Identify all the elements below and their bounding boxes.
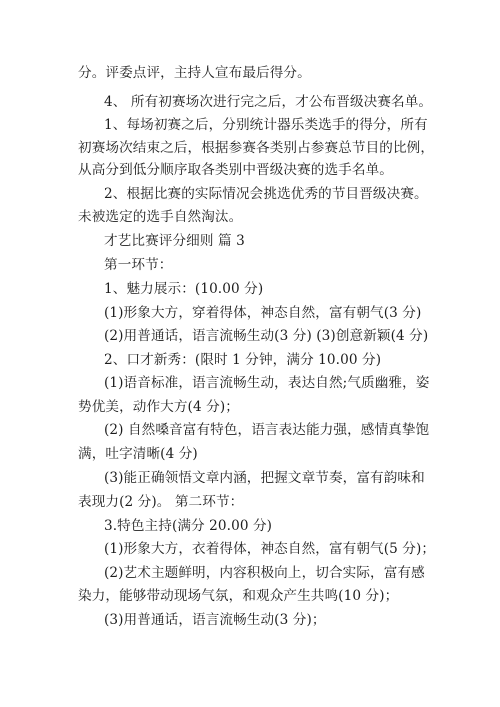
text-line: 第一环节： bbox=[104, 257, 173, 273]
text-line: 分。评委点评，主持人宣布最后得分。 bbox=[78, 65, 311, 81]
text-line: 3.特色主持(满分 20.00 分) bbox=[104, 518, 273, 534]
text-line: 满，吐字清晰(4 分) bbox=[78, 446, 198, 462]
text-line: 初赛场次结束之后，根据参赛各类别占参赛总节目的比例， bbox=[78, 140, 435, 156]
text-line: 2、口才新秀：(限时 1 分钟，满分 10.00 分) bbox=[104, 352, 382, 368]
section-heading: 才艺比赛评分细则 篇 3 bbox=[104, 233, 245, 249]
text-line: 未被选定的选手自然淘汰。 bbox=[78, 209, 243, 225]
text-line: 1、魅力展示：(10.00 分) bbox=[104, 281, 264, 297]
text-line: 从高分到低分顺序取各类别中晋级决赛的选手名单。 bbox=[78, 162, 393, 178]
text-line: (3)用普通话，语言流畅生动(3 分)； bbox=[104, 612, 326, 628]
text-line: 4、 所有初赛场次进行完之后，才公布晋级决赛名单。 bbox=[104, 94, 433, 110]
text-line: (2)用普通话，语言流畅生动(3 分) (3)创意新颖(4 分) bbox=[104, 328, 429, 344]
text-line: (1)形象大方，衣着得体，神态自然，富有朝气(5 分)； bbox=[104, 541, 436, 557]
text-line: (2) 自然嗓音富有特色，语言表达能力强，感情真挚饱 bbox=[104, 422, 430, 438]
text-line: 1、每场初赛之后，分别统计器乐类选手的得分，所有 bbox=[104, 117, 428, 133]
text-line: 势优美，动作大方(4 分)； bbox=[78, 399, 239, 415]
text-line: (3)能正确领悟文章内涵，把握文章节奏，富有韵味和 bbox=[104, 470, 425, 486]
text-line: 表现力(2 分)。 第二环节： bbox=[78, 494, 244, 510]
text-line: (2)艺术主题鲜明，内容积极向上，切合实际，富有感 bbox=[104, 565, 425, 581]
text-line: (1)形象大方，穿着得体，神态自然，富有朝气(3 分) bbox=[104, 305, 422, 321]
text-line: 染力，能够带动现场气氛，和观众产生共鸣(10 分)； bbox=[78, 588, 399, 604]
text-line: (1)语音标准，语言流畅生动，表达自然;气质幽雅，姿 bbox=[104, 375, 430, 391]
text-line: 2、根据比赛的实际情况会挑选优秀的节目晋级决赛。 bbox=[104, 186, 428, 202]
